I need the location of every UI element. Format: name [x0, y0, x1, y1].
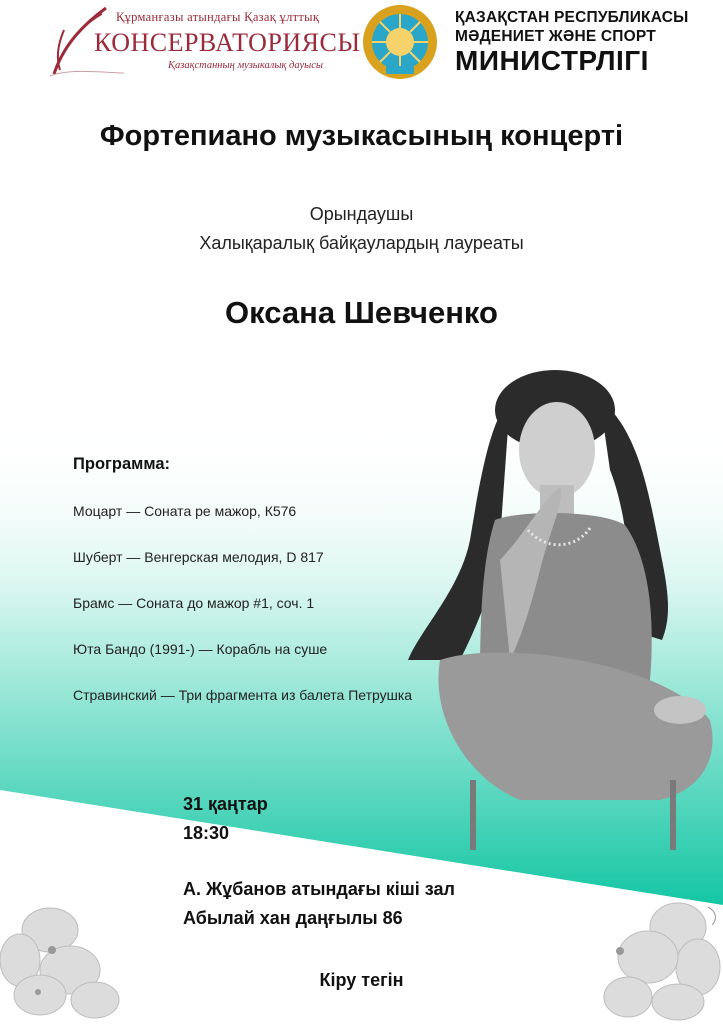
conservatory-logo — [44, 4, 361, 84]
conservatory-name-line2: КОНСЕРВАТОРИЯСЫ — [94, 28, 361, 57]
performer-photo — [400, 360, 723, 850]
header — [0, 0, 723, 95]
program-item: Моцарт — Соната ре мажор, К576 — [73, 503, 297, 519]
flower-ornament-icon — [598, 897, 723, 1024]
event-date: 31 қаңтар — [183, 794, 268, 814]
program-item: Юта Бандо (1991-) — Корабль на суше — [73, 641, 328, 657]
ministry-logo — [455, 8, 695, 76]
conservatory-slogan: Қазақстанның музыкалық дауысы — [168, 60, 323, 71]
ministry-line1: ҚАЗАҚСТАН РЕСПУБЛИКАСЫ — [455, 9, 689, 26]
program-item: Шуберт — Венгерская мелодия, D 817 — [73, 549, 324, 565]
performer-name: Оксана Шевченко — [225, 295, 498, 330]
program-item: Стравинский — Три фрагмента из балета Петрушка — [73, 687, 413, 703]
ministry-line3: МИНИСТРЛІГІ — [455, 45, 649, 76]
state-emblem-icon — [360, 2, 440, 82]
ministry-line2: МӘДЕНИЕТ ЖӘНЕ СПОРТ — [455, 28, 656, 45]
program-title: Программа: — [73, 455, 171, 473]
conservatory-name-line1: Құрманғазы атындағы Қазақ ұлттық — [116, 10, 320, 24]
concert-title: Фортепиано музыкасының концерті — [99, 120, 624, 152]
program-section — [73, 455, 423, 731]
event-venue: А. Жұбанов атындағы кіші зал — [183, 879, 455, 899]
flower-ornament-icon — [0, 900, 125, 1024]
program-item: Брамс — Соната до мажор #1, соч. 1 — [73, 595, 315, 611]
entry-free-text: Кіру тегін — [319, 970, 404, 990]
event-info — [183, 790, 455, 933]
event-time: 18:30 — [183, 823, 230, 843]
performer-role-line1: Орындаушы — [309, 204, 414, 224]
performer-role-line2: Халықаралық байқаулардың лауреаты — [199, 233, 524, 253]
performer-role — [0, 200, 723, 258]
event-address: Абылай хан даңғылы 86 — [183, 908, 403, 928]
